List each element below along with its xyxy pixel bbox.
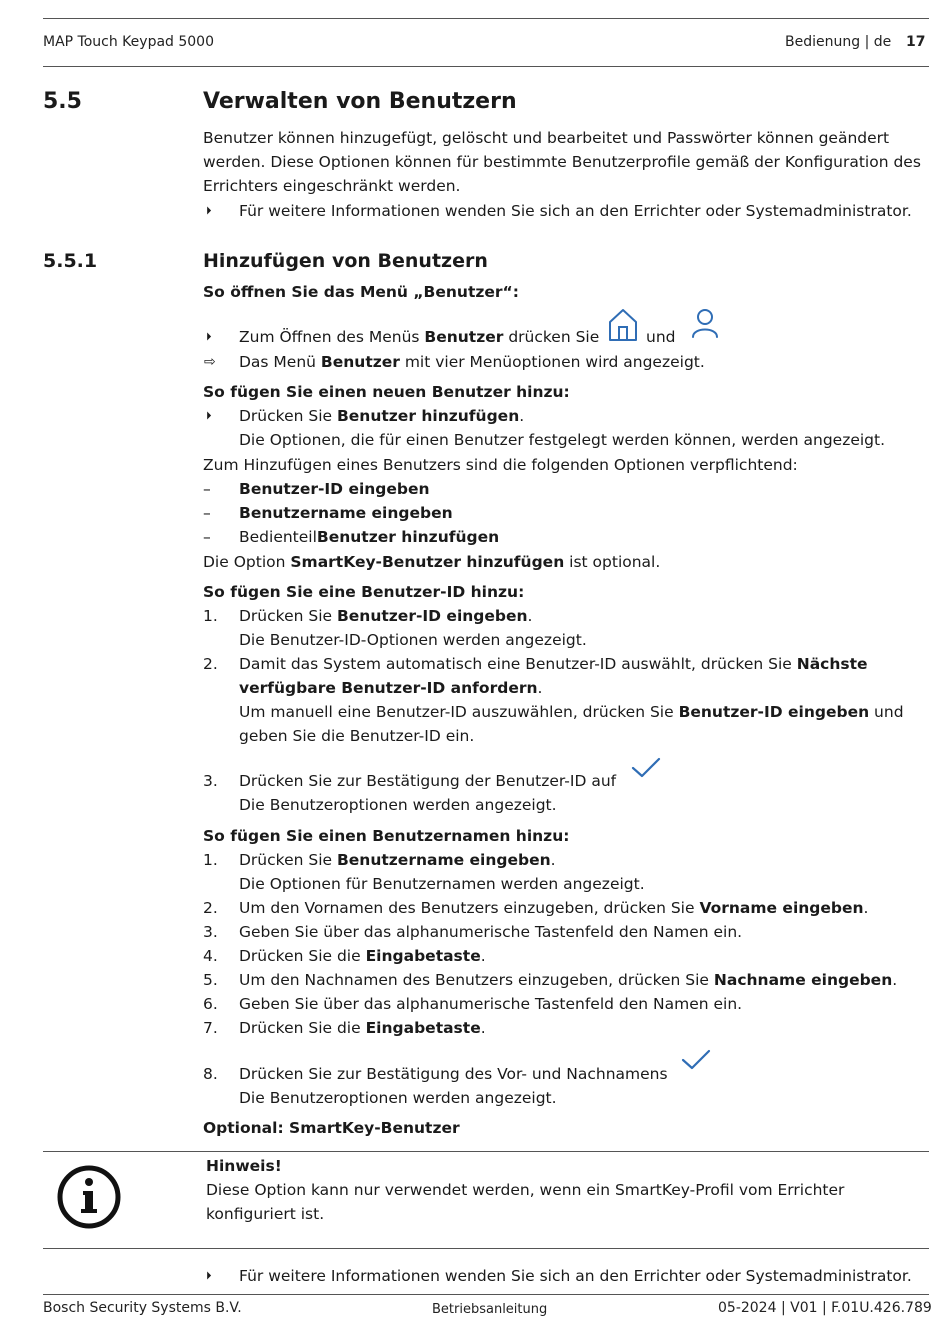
footer-company: Bosch Security Systems B.V. <box>43 1300 242 1316</box>
procedure-heading: So öffnen Sie das Menü „Benutzer“: <box>203 283 519 301</box>
paragraph-line: Errichters eingeschränkt werden. <box>203 177 461 195</box>
header-title: MAP Touch Keypad 5000 <box>43 34 214 50</box>
dash-marker: – <box>203 504 211 522</box>
step-result: Die Benutzeroptionen werden angezeigt. <box>239 796 557 814</box>
step-text: Drücken Sie die Eingabetaste. <box>239 947 486 965</box>
subsection-title: Hinzufügen von Benutzern <box>203 250 488 272</box>
step-number: 6. <box>203 995 218 1013</box>
step-text: Drücken Sie die Eingabetaste. <box>239 1019 486 1037</box>
dash-marker: – <box>203 480 211 498</box>
paragraph-line: werden. Diese Optionen können für bestimmte Benutzerprofile gemäß der Konfiguration des <box>203 153 921 171</box>
note-title: Hinweis! <box>206 1157 282 1175</box>
header-page-number: 17 <box>906 34 926 50</box>
footer-rule <box>43 1294 929 1295</box>
checkmark-icon <box>630 756 662 780</box>
step-text: Drücken Sie Benutzer hinzufügen. <box>239 407 525 425</box>
note-text: Diese Option kann nur verwendet werden, wenn ein SmartKey-Profil vom Errichter <box>206 1181 845 1199</box>
step-text: Geben Sie über das alphanumerische Tastenfeld den Namen ein. <box>239 923 743 941</box>
checkmark-icon <box>680 1048 712 1072</box>
bullet-arrow-icon: ⏵ <box>206 204 212 217</box>
bullet-text: Für weitere Informationen wenden Sie sich an den Errichter oder Systemadministrator. <box>239 1267 912 1285</box>
user-icon <box>690 307 720 339</box>
header-section: Bedienung | de <box>785 34 892 50</box>
step-number: 3. <box>203 923 218 941</box>
dash-marker: – <box>203 528 211 546</box>
step-number: 8. <box>203 1065 218 1083</box>
header-top-rule <box>43 18 929 19</box>
step-text: Drücken Sie zur Bestätigung der Benutzer-ID auf <box>239 772 617 790</box>
bullet-arrow-icon: ⏵ <box>206 409 212 422</box>
section-number: 5.5 <box>43 89 82 114</box>
step-text: Um den Vornamen des Benutzers einzugeben, drücken Sie Vorname eingeben. <box>239 899 869 917</box>
procedure-heading: So fügen Sie eine Benutzer-ID hinzu: <box>203 583 525 601</box>
step-text: geben Sie die Benutzer-ID ein. <box>239 727 475 745</box>
note-text: konfiguriert ist. <box>206 1205 325 1223</box>
dash-item: BedienteilBenutzer hinzufügen <box>239 528 500 546</box>
step-number: 1. <box>203 851 218 869</box>
step-text: Drücken Sie zur Bestätigung des Vor- und Nachnamens <box>239 1065 668 1083</box>
step-text: Geben Sie über das alphanumerische Tastenfeld den Namen ein. <box>239 995 743 1013</box>
step-result: Die Benutzer-ID-Optionen werden angezeigt. <box>239 631 587 649</box>
step-number: 4. <box>203 947 218 965</box>
procedure-heading: Optional: SmartKey-Benutzer <box>203 1119 460 1137</box>
bullet-text: Für weitere Informationen wenden Sie sich an den Errichter oder Systemadministrator. <box>239 202 912 220</box>
step-number: 7. <box>203 1019 218 1037</box>
step-text: Damit das System automatisch eine Benutzer-ID auswählt, drücken Sie Nächste <box>239 655 868 673</box>
step-text: Drücken Sie Benutzername eingeben. <box>239 851 556 869</box>
header-bottom-rule <box>43 66 929 67</box>
note-top-rule <box>43 1151 929 1152</box>
step-text: Zum Öffnen des Menüs Benutzer drücken Sie <box>239 328 600 346</box>
bullet-arrow-icon: ⏵ <box>206 1269 212 1282</box>
step-result: Die Benutzeroptionen werden angezeigt. <box>239 1089 557 1107</box>
step-text: Drücken Sie Benutzer-ID eingeben. <box>239 607 533 625</box>
step-number: 3. <box>203 772 218 790</box>
step-result: Die Optionen für Benutzernamen werden angezeigt. <box>239 875 645 893</box>
bullet-arrow-icon: ⏵ <box>206 330 212 343</box>
home-icon <box>607 307 639 343</box>
note-bottom-rule <box>43 1248 929 1249</box>
step-text: verfügbare Benutzer-ID anfordern. <box>239 679 543 697</box>
subsection-number: 5.5.1 <box>43 250 98 272</box>
paragraph-line: Zum Hinzufügen eines Benutzers sind die folgenden Optionen verpflichtend: <box>203 456 798 474</box>
paragraph-line: Die Option SmartKey-Benutzer hinzufügen ist optional. <box>203 553 661 571</box>
paragraph-line: Benutzer können hinzugefügt, gelöscht und bearbeitet und Passwörter können geändert <box>203 129 890 147</box>
result-text: Das Menü Benutzer mit vier Menüoptionen wird angezeigt. <box>239 353 705 371</box>
footer-version: 05-2024 | V01 | F.01U.426.789 <box>718 1300 932 1316</box>
step-text: Um den Nachnamen des Benutzers einzugeben, drücken Sie Nachname eingeben. <box>239 971 898 989</box>
step-number: 5. <box>203 971 218 989</box>
procedure-heading: So fügen Sie einen Benutzernamen hinzu: <box>203 827 570 845</box>
footer-doc-type: Betriebsanleitung <box>432 1302 548 1317</box>
procedure-heading: So fügen Sie einen neuen Benutzer hinzu: <box>203 383 570 401</box>
dash-item: Benutzer-ID eingeben <box>239 480 430 498</box>
step-number: 2. <box>203 899 218 917</box>
step-number: 2. <box>203 655 218 673</box>
info-icon <box>56 1164 122 1230</box>
dash-item: Benutzername eingeben <box>239 504 453 522</box>
step-result: Die Optionen, die für einen Benutzer festgelegt werden können, werden angezeigt. <box>239 431 886 449</box>
section-title: Verwalten von Benutzern <box>203 89 517 114</box>
step-number: 1. <box>203 607 218 625</box>
step-text: Um manuell eine Benutzer-ID auszuwählen, drücken Sie Benutzer-ID eingeben und <box>239 703 904 721</box>
result-arrow-icon: ⇨ <box>204 354 216 370</box>
step-text-and: und <box>646 328 676 346</box>
